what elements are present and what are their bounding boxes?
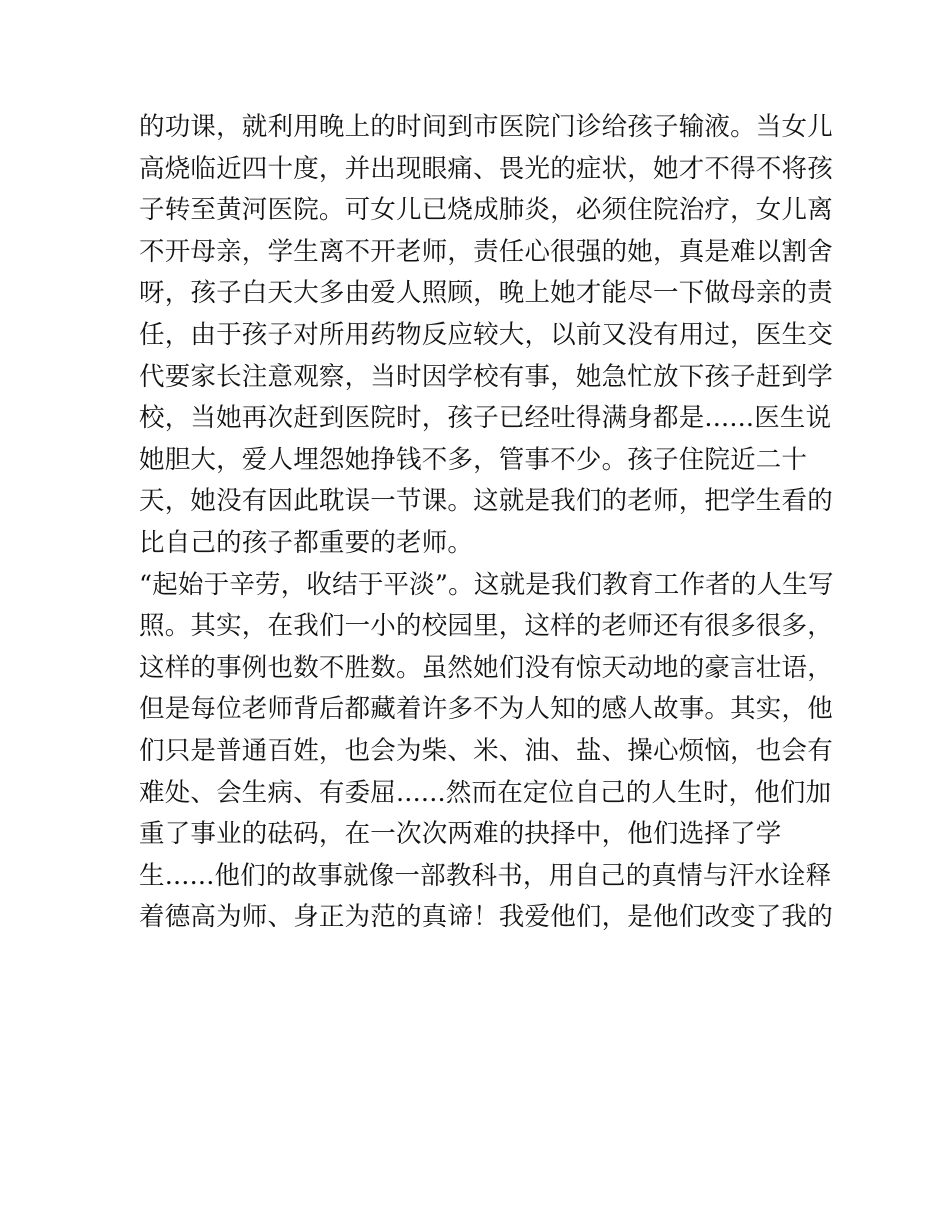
text-line: 照。其实，在我们一小的校园里，这样的老师还有很多很多，: [139, 611, 833, 642]
text-line: 着德高为师、身正为范的真谛！我爱他们，是他们改变了我的: [139, 902, 833, 933]
text-line: 代要家长注意观察，当时因学校有事，她急忙放下孩子赶到学: [139, 361, 833, 392]
text-line: 呀，孩子白天大多由爱人照顾，晚上她才能尽一下做母亲的责: [139, 278, 833, 309]
text-line: 任，由于孩子对所用药物反应较大，以前又没有用过，医生交: [139, 319, 833, 350]
text-line: 比自己的孩子都重要的老师。: [139, 527, 474, 558]
text-line: 天，她没有因此耽误一节课。这就是我们的老师，把学生看的: [139, 486, 833, 517]
text-line: 高烧临近四十度，并出现眼痛、畏光的症状，她才不得不将孩: [139, 153, 833, 184]
text-line: 的功课，就利用晚上的时间到市医院门诊给孩子输液。当女儿: [139, 112, 833, 142]
text-line: 生......他们的故事就像一部教科书，用自己的真情与汗水诠释: [139, 860, 832, 891]
text-line: 但是每位老师背后都藏着许多不为人知的感人故事。其实，他: [139, 694, 833, 725]
text-line: 重了事业的砝码，在一次次两难的抉择中，他们选择了学: [139, 819, 782, 850]
text-line: 她胆大，爱人埋怨她挣钱不多，管事不少。孩子住院近二十: [139, 444, 808, 475]
text-line: “起始于辛劳，收结于平淡”。这就是我们教育工作者的人生写: [139, 569, 834, 600]
text-line: 难处、会生病、有委屈......然而在定位自己的人生时，他们加: [139, 777, 832, 808]
body-text: [139, 107, 834, 939]
text-line: 子转至黄河医院。可女儿已烧成肺炎，必须住院治疗，女儿离: [139, 195, 833, 226]
text-line: 们只是普通百姓，也会为柴、米、油、盐、操心烦恼，也会有: [139, 735, 833, 766]
text-line: 这样的事例也数不胜数。虽然她们没有惊天动地的豪言壮语，: [139, 652, 833, 683]
text-line: 校，当她再次赶到医院时，孩子已经吐得满身都是......医生说: [139, 403, 832, 434]
text-line: 不开母亲，学生离不开老师，责任心很强的她，真是难以割舍: [139, 236, 833, 267]
